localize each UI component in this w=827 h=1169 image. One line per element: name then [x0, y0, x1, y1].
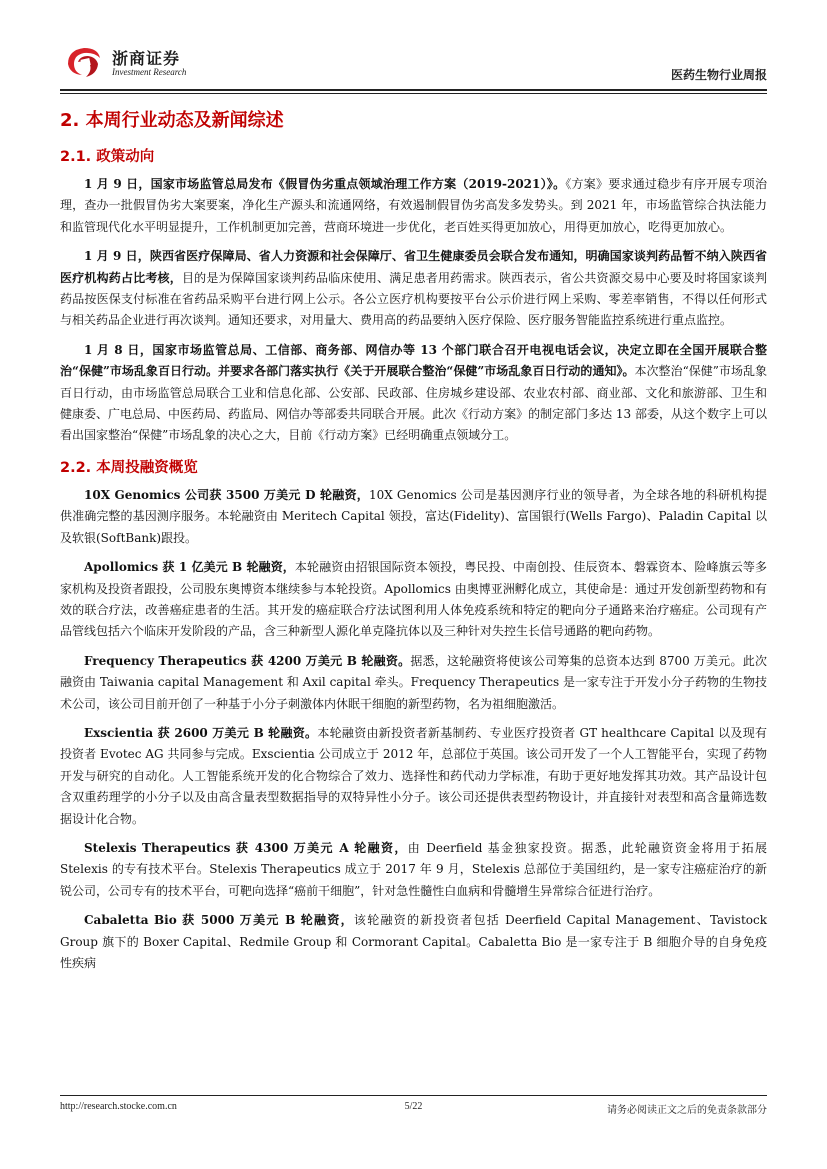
paragraph-body: 《方案》要求通过稳步有序开展专项治理，查办一批假冒伪劣大案要案，净化生产源头和流通网络，有效遏制假冒伪劣高发多发势头。到 2021 年，市场监管综合执法能力和监管现代化水平明显提升，工作机制更加完善，营商环境进一步优化，老百姓买得更加放心，用得更加放心，吃得更加放心。 — [60, 177, 767, 234]
paragraph-lead: Cabaletta Bio 获 5000 万美元 B 轮融资， — [84, 913, 354, 928]
paragraph-body: 由 Deerfield 基金独家投资。据悉，此轮融资资金将用于拓展 Stelexis 的专有技术平台。Stelexis Therapeutics 成立于 2017 年 9 月，Stelexis 总部位于美国纽约，是一家专注癌症治疗的新锐公司，公司专有的技术平台，可靶向选择“癌前干细胞”，针对急性髓性白血病和骨髓增生异常综合征进行治疗。 — [60, 840, 767, 898]
footer-url-link[interactable]: http://research.stocke.com.cn — [60, 1101, 177, 1112]
paragraph-lead: Frequency Therapeutics 获 4200 万美元 B 轮融资。 — [84, 653, 411, 668]
zheshang-logo-icon — [64, 44, 104, 80]
paragraph-lead: Stelexis Therapeutics 获 4300 万美元 A 轮融资， — [84, 840, 408, 855]
paragraph-lead: Exscientia 获 2600 万美元 B 轮融资。 — [84, 725, 318, 740]
paragraph-lead: 1 月 9 日，陕西省医疗保障局、省人力资源和社会保障厅、省卫生健康委员会联合发布通知，明确国家谈判药品暂不纳入陕西省医疗机构药占比考核， — [60, 249, 767, 285]
policy-paragraph — [60, 246, 767, 332]
paragraph-lead: 1 月 9 日，国家市场监管总局发布《假冒伪劣重点领域治理工作方案（2019-2021）》。 — [84, 177, 566, 191]
section-title: 2. 本周行业动态及新闻综述 — [60, 110, 284, 131]
financing-paragraph — [60, 723, 767, 830]
financing-paragraph — [60, 557, 767, 643]
paragraph-body: 该轮融资的新投资者包括 Deerfield Capital Management、Tavistock Group 旗下的 Boxer Capital、Redmile Group 和 Cormorant Capital。Cabaletta Bio 是一家专注于 B 细胞介导的自身免疫性疾病 — [60, 913, 767, 970]
main-content — [60, 108, 767, 982]
financing-paragraph — [60, 485, 767, 549]
paragraph-lead: Apollomics 获 1 亿美元 B 轮融资， — [84, 560, 295, 575]
paragraph-body: 目的是为保障国家谈判药品临床使用、满足患者用药需求。陕西表示，省公共资源交易中心要及时将国家谈判药品按医保支付标准在省药品采购平台进行网上公示。各公立医疗机构要按平台公示价进行网上采购、零差率销售，不得以任何形式与相关药品企业进行再次谈判。通知还要求，对用量大、费用高的药品要纳入医疗保险、医疗服务智能监控系统进行重点监控。 — [60, 270, 767, 328]
policy-paragraph — [60, 340, 767, 447]
paragraph-lead: 10X Genomics 公司获 3500 万美元 D 轮融资， — [84, 487, 370, 502]
financing-paragraph — [60, 910, 767, 974]
paragraph-lead: 1 月 8 日，国家市场监管总局、工信部、商务部、网信办等 13 个部门联合召开电视电话会议，决定立即在全国开展联合整治“保健”市场乱象百日行动。并要求各部门落实执行《关于开展联合整治“保健”市场乱象百日行动的通知》。 — [60, 342, 767, 379]
footer-divider — [60, 1095, 767, 1096]
policy-paragraph — [60, 174, 767, 238]
paragraph-body: 据悉，这轮融资将使该公司筹集的总资本达到 8700 万美元。此次融资由 Taiwania capital Management 和 Axil capital 牵头。Frequency Therapeutics 是一家专注于开发小分子药物的生物技术公司，该公司目前开创了一种基于小分子刺激体内休眠干细胞的新型药物，名为祖细胞激活。 — [60, 653, 767, 711]
header-divider — [60, 89, 767, 91]
paragraph-body: 10X Genomics 公司是基因测序行业的领导者，为全球各地的科研机构提供准确完整的基因测序服务。本轮融资由 Meritech Capital 领投，富达(Fidelity)、富国银行(Wells Fargo)、Paladin Capital 以及软银(SoftBank)跟投。 — [60, 487, 768, 545]
financing-paragraph — [60, 838, 767, 902]
financing-paragraph — [60, 651, 767, 715]
paragraph-body: 本轮融资由招银国际资本领投，粤民投、中南创投、佳辰资本、磐霖资本、险峰旗云等多家机构及投资者跟投，公司股东奥博资本继续参与本轮投资。Apollomics 由奥博亚洲孵化成立，其使命是：通过开发创新型药物和有效的联合疗法，改善癌症患者的生活。其开发的癌症联合疗法试图利用人体免疫系统和特定的靶向分子通路来治疗癌症。公司现有产品管线包括六个临床开发阶段的产品，含三种新型人源化单克隆抗体以及三种针对失控生长信号通路的靶向药物。 — [60, 560, 767, 639]
footer-disclaimer: 请务必阅读正文之后的免责条款部分 — [607, 1105, 767, 1116]
report-type-label: 医药生物行业周报 — [670, 68, 767, 82]
header-divider-thin — [60, 93, 767, 94]
paragraph-body: 本轮融资由新投资者新基制药、专业医疗投资者 GT healthcare Capital 以及现有投资者 Evotec AG 共同参与完成。Exscientia 公司成立于 2012 年，总部位于英国。该公司开发了一个人工智能平台，实现了药物开发与研究的自动化。人工智能系统开发的化合物综合了效力、选择性和药代动力学标准，有助于更好地发挥其功效。其产品设计包含双重药理学的小分子以及由高含量表型数据指导的双特异性小分子。该公司还提供表型药物设计，并直接针对表型和高含量筛选数据设计化合物。 — [60, 725, 768, 826]
page-number: 5/22 — [404, 1101, 423, 1112]
paragraph-body: 本次整治“保健”市场乱象百日行动，由市场监管总局联合工业和信息化部、公安部、民政部、住房城乡建设部、农业农村部、商业部、文化和旅游部、卫生和健康委、广电总局、中医药局、药监局、网信办等部委共同联合开展。此次《行动方案》的制定部门多达 13 部委，从这个数字上可以看出国家整治“保健”市场乱象的决心之大，目前《行动方案》已经明确重点领域分工。 — [60, 364, 767, 443]
subsection-title-financing: 2.2. 本周投融资概览 — [60, 459, 198, 476]
logo-english-name: Investment Research — [112, 67, 187, 77]
subsection-title-policy: 2.1. 政策动向 — [60, 149, 155, 165]
page-header — [60, 40, 767, 88]
logo-chinese-name: 浙商证券 — [112, 49, 181, 68]
